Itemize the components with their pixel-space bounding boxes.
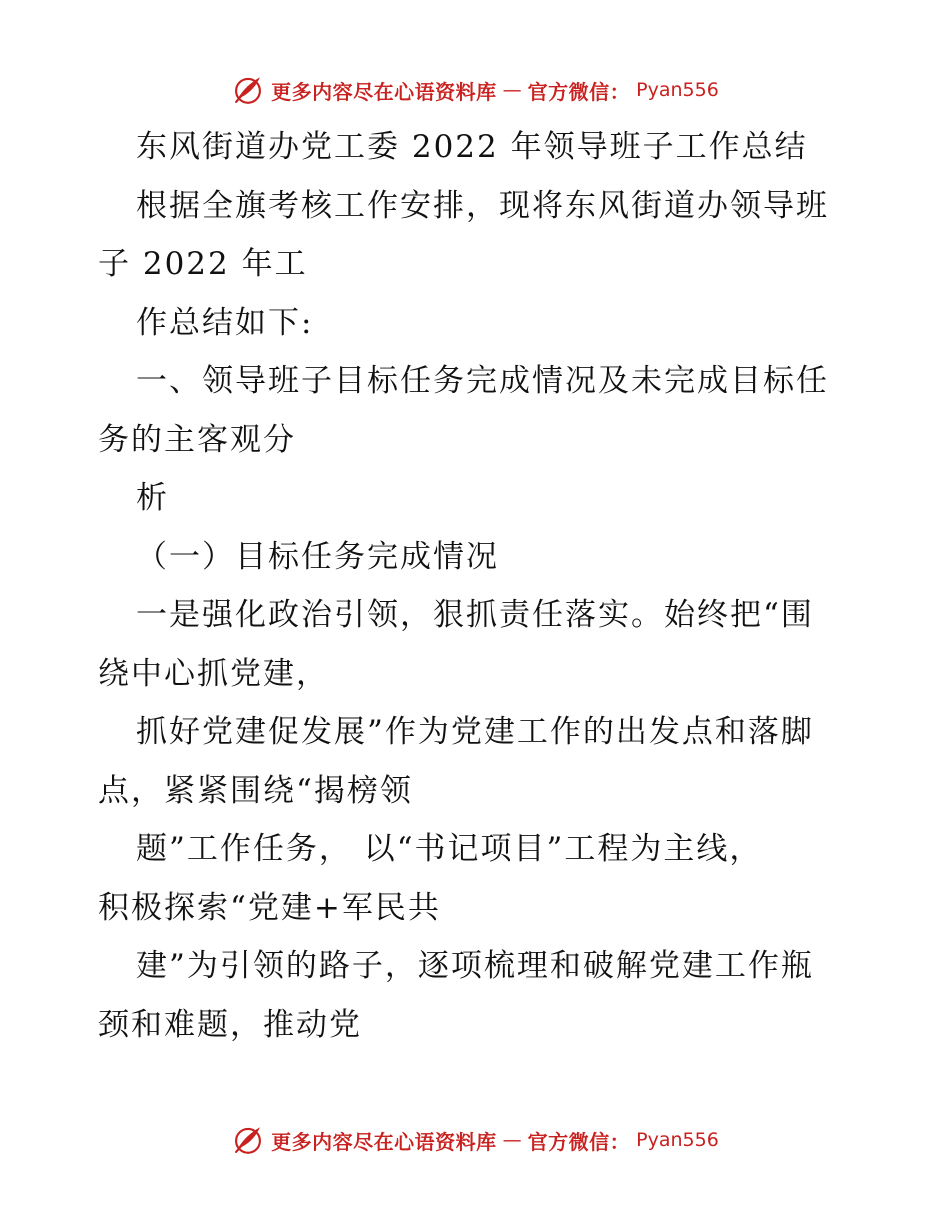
watermark-text: 更多内容尽在心语资料库 <box>271 1129 497 1154</box>
subsection-heading: （一）目标任务完成情况 <box>136 538 499 575</box>
paragraph-line: 题”工作任务， 以“书记项目”工程为主线， <box>136 831 763 867</box>
watermark-label: 官方微信： <box>527 79 631 104</box>
document-body <box>98 118 858 1054</box>
watermark-wechat-id: Pyan556 <box>636 1129 719 1151</box>
paragraph-line: 子 2022 年工 <box>98 246 308 282</box>
watermark-wechat-id: Pyan556 <box>636 79 719 101</box>
section-heading: 一、领导班子目标任务完成情况及未完成目标任 <box>136 363 829 399</box>
quill-pen-logo-icon <box>231 73 265 107</box>
paragraph-line: 抓好党建促发展”作为党建工作的出发点和落脚 <box>136 714 814 750</box>
watermark-separator: — <box>502 1129 522 1151</box>
document-title: 东风街道办党工委 2022 年领导班子工作总结 <box>136 129 808 165</box>
section-heading-continued: 务的主客观分 <box>98 421 296 458</box>
watermark-text: 更多内容尽在心语资料库 <box>271 79 497 104</box>
paragraph-line: 建”为引领的路子，逐项梳理和破解党建工作瓶 <box>136 948 814 984</box>
paragraph-line: 根据全旗考核工作安排，现将东风街道办领导班 <box>136 187 829 224</box>
paragraph-line: 点，紧紧围绕“揭榜领 <box>98 772 413 809</box>
watermark-label: 官方微信： <box>527 1129 631 1154</box>
paragraph-line: 一是强化政治引领，狠抓责任落实。始终把“围 <box>136 597 814 633</box>
header-watermark-banner <box>0 70 950 110</box>
watermark-separator: — <box>502 79 522 101</box>
paragraph-line: 绕中心抓党建， <box>98 655 329 692</box>
paragraph-line: 积极探索“党建+军民共 <box>98 889 441 926</box>
paragraph-line: 颈和难题，推动党 <box>98 1006 362 1043</box>
quill-pen-logo-icon <box>231 1123 265 1157</box>
section-heading-continued: 析 <box>136 480 169 516</box>
footer-watermark-banner <box>0 1120 950 1160</box>
paragraph-line: 作总结如下: <box>136 304 314 341</box>
